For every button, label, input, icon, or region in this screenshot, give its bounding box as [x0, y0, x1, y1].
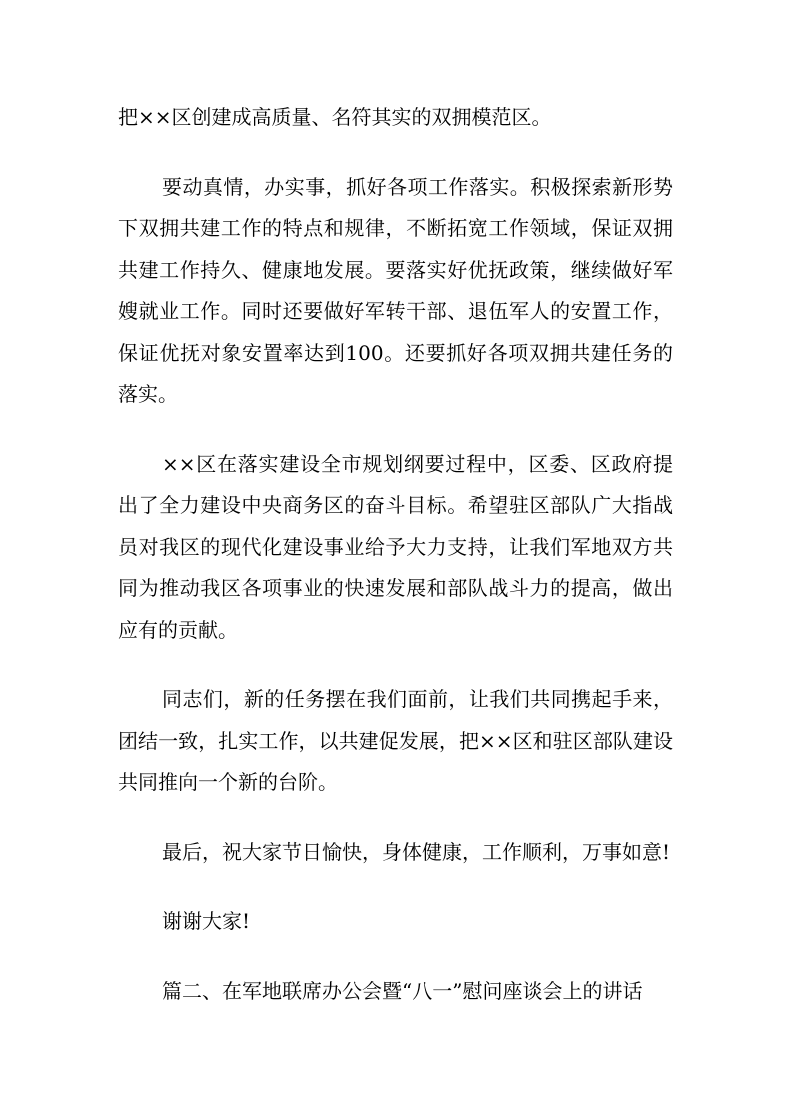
- paragraph-wishes: 最后，祝大家节日愉快，身体健康，工作顺利，万事如意!: [162, 839, 671, 864]
- paragraph-thanks: 谢谢大家!: [162, 909, 251, 933]
- paragraph-call-to-action: 同志们，新的任务摆在我们面前，让我们共同携起手来，团结一致，扎实工作，以共建促发展，把××区和驻区部队建设共同推向一个新的台阶。: [118, 687, 673, 794]
- section-heading-part-two: 篇二、在军地联席办公会暨“八一”慰问座谈会上的讲话: [162, 978, 643, 1003]
- paragraph-work-implementation: 要动真情，办实事，抓好各项工作落实。积极探索新形势下双拥共建工作的特点和规律，不断拓宽工作领域，保证双拥共建工作持久、健康地发展。要落实好优抚政策，继续做好军嫂就业工作。同时还要做好军转干部、退伍军人的安置工作，保证优抚对象安置率达到100。还要抓好各项双拥共建任务的落实。: [118, 174, 673, 406]
- paragraph-cbd-goal: ××区在落实建设全市规划纲要过程中，区委、区政府提出了全力建设中央商务区的奋斗目标。希望驻区部队广大指战员对我区的现代化建设事业给予大力支持，让我们军地双方共同为推动我区各项事业的快速发展和部队战斗力的提高，做出应有的贡献。: [118, 451, 673, 642]
- paragraph-closing-goal: 把××区创建成高质量、名符其实的双拥模范区。: [118, 105, 552, 129]
- document-body: [118, 97, 673, 1012]
